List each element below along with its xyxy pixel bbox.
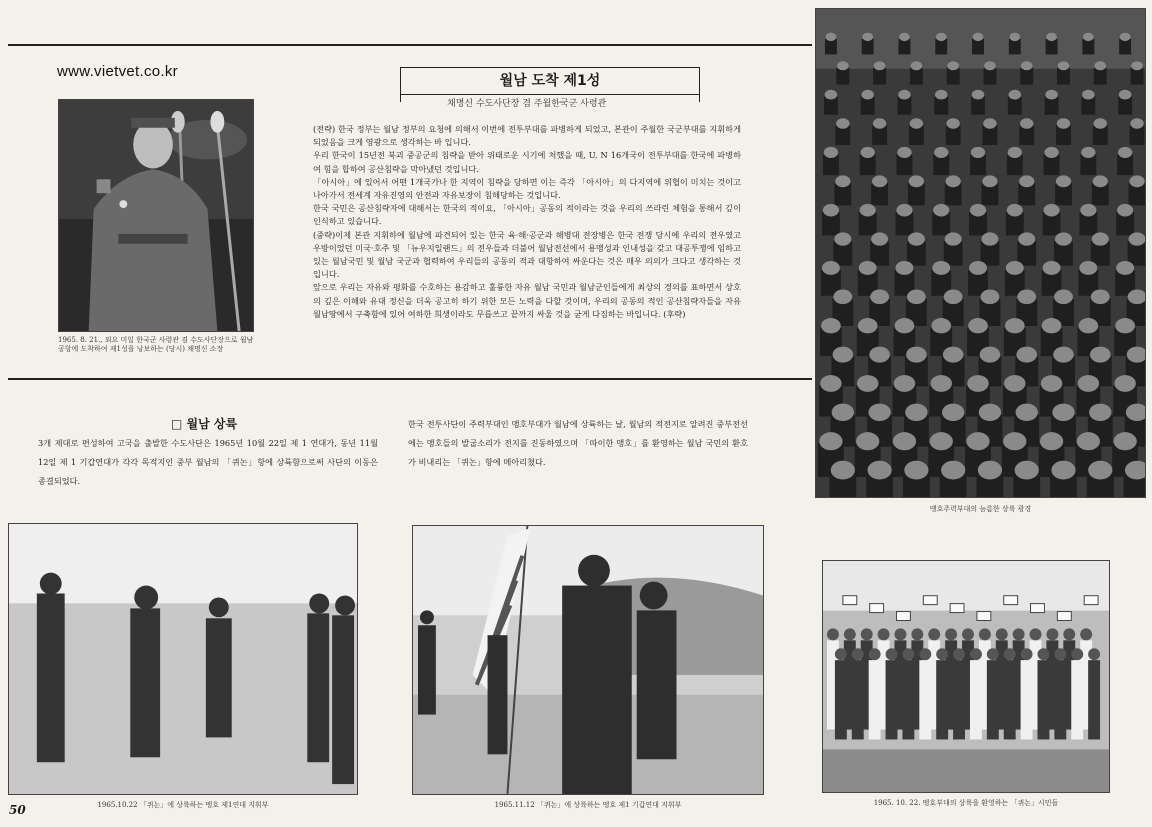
article-paragraph: 우리 한국이 15년전 북괴 중공군의 침략을 받아 위태로운 시기에 처했을 때, U. N 16개국이 전투부대를 한국에 파병하여 힘을 합하여 공산침략을 막아냈던 것입니다. [313, 150, 741, 174]
soldier-figure [825, 33, 837, 55]
soldier-figure [824, 90, 838, 115]
waving-flag [843, 596, 857, 605]
soldier-figure [1115, 261, 1135, 296]
soldier-figure [1020, 61, 1033, 84]
soldier-figure [970, 147, 986, 175]
title-side-rule-right [699, 80, 700, 102]
commander-image [59, 100, 253, 331]
soldier-figure [1091, 232, 1110, 265]
soldier-figure [1078, 261, 1098, 296]
march-image [816, 9, 1145, 497]
welcome-photo [822, 560, 1110, 793]
soldier-figure [940, 461, 967, 497]
soldier-figure [833, 232, 852, 265]
soldier-figure [1119, 33, 1131, 55]
soldier-figure [946, 118, 961, 145]
soldier-figure [1116, 204, 1134, 236]
soldier-figure [1044, 147, 1060, 175]
commander-caption: 1965. 8. 21., 외요 미일 한국군 사령관 겸 수도사단장으로 월남 공항에 도착하여 제1성을 낭보하는 (당시) 채명신 소장 [58, 336, 254, 353]
waving-flag [1057, 612, 1071, 621]
waving-flag [1084, 596, 1098, 605]
soldier-figure [977, 461, 1004, 497]
soldier-figure [1094, 61, 1107, 84]
soldier-figure [1130, 118, 1145, 145]
soldier-figure [1017, 232, 1036, 265]
soldier-figure [1057, 61, 1070, 84]
soldier-figure [933, 147, 949, 175]
soldier-figure [982, 118, 997, 145]
soldier-figure [1009, 33, 1021, 55]
watermark: www.vietvet.co.kr [57, 63, 178, 80]
soldier-figure [872, 118, 887, 145]
soldier-figure [835, 118, 850, 145]
article-paragraph: 「아시아」에 있어서 어떤 1개국가나 한 지역이 침략을 당하면 이는 즉각 「아시아」의 다지역에 위협이 미치는 것이고 나아가서 전세계 자유진영의 안전과 자유보장이 침해당하는 것입니다. [313, 176, 741, 201]
soldier-figure [1013, 461, 1040, 497]
middle-rule [8, 378, 812, 380]
soldier-figure [1046, 33, 1058, 55]
soldier-figure [932, 204, 950, 236]
article-paragraph: 앞으로 우리는 자유와 평화를 수호하는 용감하고 훌륭한 자유 월남 국민과 월남군인들에게 최상의 경의를 표하면서 상호의 깊은 이해와 유대 정신을 더욱 공고히 하기 위한 모든 노력을 다할 것이며, 우리의 공동의 적인 공산침략자들을 자유 월남땅에서 구축함에 있어 여하한 희생이라도 무릅쓰고 끝까지 싸울 것을 굳게 다짐하는 바입니다. (후략) [313, 282, 741, 319]
landing-1st-photo [8, 523, 358, 795]
crowd-figure [852, 648, 864, 739]
soldier-figure [981, 232, 1000, 265]
crowd-figure [1071, 648, 1083, 739]
soldier-figure [895, 261, 915, 296]
soldier-figure [931, 261, 951, 296]
soldier-figure [935, 33, 947, 55]
waving-flag [1031, 604, 1045, 613]
soldier-figure [859, 204, 877, 236]
top-rule [8, 44, 812, 46]
landing-armored-caption: 1965.11.12 「퀴논」에 상륙하는 맹호 제1 기갑연대 지휘부 [494, 801, 682, 809]
waving-flag [870, 604, 884, 613]
soldier-figure [1006, 204, 1024, 236]
soldier-figure [861, 90, 875, 115]
soldier-figure [1117, 147, 1133, 175]
soldier-figure [1082, 33, 1094, 55]
crowd-figure [902, 648, 914, 739]
soldier-figure [1045, 90, 1059, 115]
soldier-figure [1054, 232, 1073, 265]
soldier-figure [968, 261, 988, 296]
soldier-figure [909, 118, 924, 145]
soldier-figure [1042, 261, 1062, 296]
crowd-figure [953, 648, 965, 739]
soldier-figure [945, 175, 962, 205]
soldier-figure [897, 147, 913, 175]
crowd-figure [1004, 648, 1016, 739]
soldier-figure [870, 232, 889, 265]
soldier-figure [1080, 147, 1096, 175]
soldier-figure [1056, 118, 1071, 145]
soldier-figure [981, 175, 998, 205]
welcome-caption: 1965. 10. 22. 맹호부대의 상륙을 환영하는 「퀴논」시민들 [873, 799, 1059, 807]
crowd-figure [919, 648, 931, 739]
crowd-figure [987, 648, 999, 739]
soldier-figure [1129, 175, 1145, 205]
soldier-figure [1081, 90, 1095, 115]
soldier-figure [822, 204, 840, 236]
page-number: 50 [9, 803, 26, 817]
article-byline: 채명신 수도사단장 겸 주월한국군 사령관 [447, 99, 607, 109]
soldier-figure [903, 461, 930, 497]
article-body [313, 123, 741, 321]
soldier-figure [908, 175, 925, 205]
soldier-figure [1018, 175, 1035, 205]
section-right-text: 한국 전투사단이 주력부대인 맹호부대가 월남에 상륙하는 날, 월남의 적전지로 알려진 중부전선에는 맹호들의 발굽소리가 전지를 진동하였으며 「따이한 맹호」를 환영하는 월남 국민의 환호가 비내리는 「퀴논」항에 메아리쳤다. [408, 419, 748, 467]
waving-flag [1004, 596, 1018, 605]
crowd-figure [886, 648, 898, 739]
soldier-figure [873, 61, 886, 84]
article-paragraph: (전략) 한국 정부는 월남 정부의 요청에 의해서 이번에 전투부대를 파병하게 되었고, 본관이 주월한 국군부대를 지휘하게 되었음을 크게 영광으로 생각하는 바 입니다. [313, 124, 741, 148]
soldier-figure [1019, 118, 1034, 145]
soldier-figure [1128, 232, 1145, 265]
soldier-figure [969, 204, 987, 236]
soldier-figure [871, 175, 888, 205]
soldier-figure [896, 204, 914, 236]
waving-flag [923, 596, 937, 605]
soldier-figure [829, 461, 856, 497]
soldier-figure [898, 33, 910, 55]
soldier-figure [1087, 461, 1114, 497]
article-paragraph: (중략)이제 본관 지휘하에 월남에 파견되어 있는 한국 육·해·공군과 해병대 전장병은 한국 전쟁 당시에 우리의 전우였고 우방이었던 미국·호주 및 「뉴우지일랜드」의 전우들과 더불어 월남전선에서 용맹성과 인내성을 갖고 대공투쟁에 임하고 있는 월남국민 및 월남 국군과 협력하여 우리들의 공동의 적과 대항하여 싸운다는 것은 매우 의의가 크다고 생각하는 것입니다. [313, 229, 741, 280]
section-heading: □ 월남 상륙 [171, 417, 238, 431]
soldier-figure [834, 175, 851, 205]
soldier-figure [947, 61, 960, 84]
soldier-figure [1118, 90, 1132, 115]
waving-flag [950, 604, 964, 613]
soldier-figure [1092, 175, 1109, 205]
welcome-image [823, 561, 1109, 792]
title-side-rule-left [400, 80, 401, 102]
soldier-figure [866, 461, 893, 497]
soldier-figure [1043, 204, 1061, 236]
soldier-figure [1124, 461, 1145, 497]
soldier-figure [983, 61, 996, 84]
soldier-figure [1079, 204, 1097, 236]
soldier-figure [1055, 175, 1072, 205]
article-title: 월남 도착 제1성 [400, 67, 700, 95]
soldier-figure [823, 147, 839, 175]
waving-flag [977, 612, 991, 621]
crowd-figure [1088, 648, 1100, 739]
landing-1st-image [9, 524, 357, 794]
crowd-figure [936, 648, 948, 739]
crowd-figure [1054, 648, 1066, 739]
soldier-figure [934, 90, 948, 115]
soldier-figure [1131, 61, 1144, 84]
soldier-figure [907, 232, 926, 265]
soldier-figure [862, 33, 874, 55]
landing-armored-image [413, 526, 763, 794]
soldier-figure [836, 61, 849, 84]
crowd-figure [869, 648, 881, 739]
crowd-figure [835, 648, 847, 739]
commander-photo [58, 99, 254, 332]
soldier-figure [972, 33, 984, 55]
crowd-figure [1021, 648, 1033, 739]
soldier-figure [860, 147, 876, 175]
soldier-figure [858, 261, 878, 296]
soldier-figure [910, 61, 923, 84]
soldier-figure [1093, 118, 1108, 145]
soldier-figure [1008, 90, 1022, 115]
soldier-figure [944, 232, 963, 265]
landing-1st-caption: 1965.10.22 「퀴논」에 상륙하는 맹호 제1연대 지휘부 [97, 801, 269, 809]
article-paragraph: 한국 국민은 공산침략자에 대해서는 한국의 적이요, 「아시아」공동의 적이라는 것을 우리의 쓰라린 체험을 통해서 깊이 인식하고 있습니다. [313, 203, 741, 227]
crowd-figure [970, 648, 982, 739]
soldier-figure [1005, 261, 1025, 296]
landing-armored-photo [412, 525, 764, 795]
crowd-figure [1038, 648, 1050, 739]
soldier-figure [821, 261, 841, 296]
waving-flag [896, 612, 910, 621]
soldier-figure [971, 90, 985, 115]
soldier-figure [1050, 461, 1077, 497]
march-photo [815, 8, 1146, 498]
soldier-figure [898, 90, 912, 115]
soldier-figure [1007, 147, 1023, 175]
march-caption: 맹호주력부대의 늠름한 상륙 광경 [929, 505, 1032, 513]
section-left-text: 3개 제대로 편성하여 고국을 출발한 수도사단은 1965년 10월 22일 제 1 연대가, 동년 11월 12일 제 1 기갑연대가 각각 목적지인 중부 월남의 「퀴논」항에 상륙함으로써 사단의 이동은 종결되었다. [38, 438, 378, 486]
